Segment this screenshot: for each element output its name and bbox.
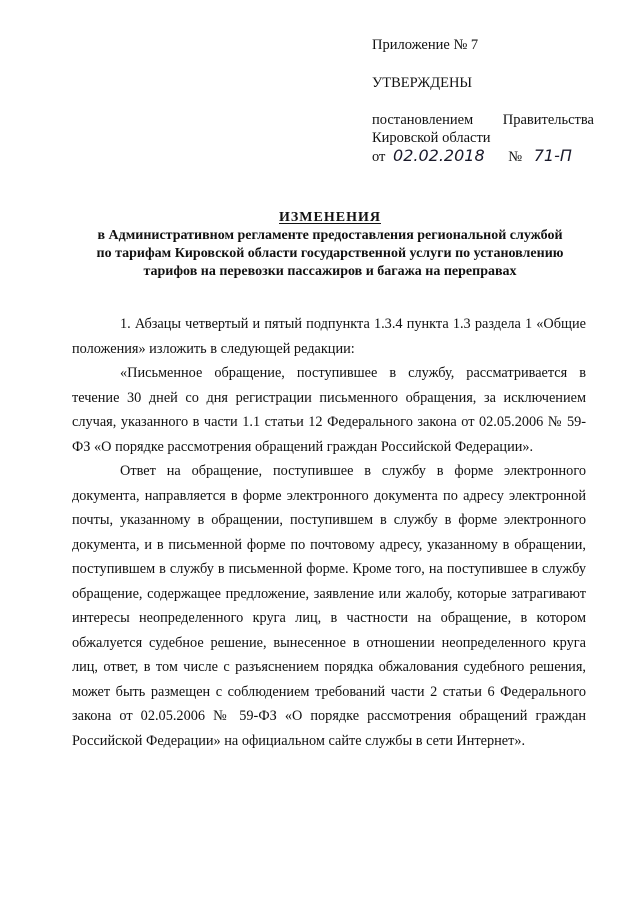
paragraph-2: «Письменное обращение, поступившее в службу, рассматривается в течение 30 дней со дня регистрации письменного обращения, за исключением случая, указанного в части 1.1 статьи 12 Федерального закона от 02.05.2006 № 59-ФЗ «О порядке рассмотрения обращений граждан Российской Федерации». — [72, 365, 586, 455]
approved-label: УТВЕРЖДЕНЫ — [372, 75, 473, 91]
title-line-3: тарифов на перевозки пассажиров и багажа на переправах — [143, 264, 517, 279]
paragraph-3: Ответ на обращение, поступившее в службу в форме электронного документа, направляется в форме электронного документа по адресу электронной почты, указанному в обращении, поступившем в службу в форме электронного документа, и в письменной форме по почтовому адресу, указанному в обращении, поступившем в службу в письменной форме. Кроме того, на поступившее в службу обращение, содержащее предложение, заявление или жалобу, которые затрагивают интересы неопределенного круга лиц, в частности на обращение, в котором обжалуется судебное решение, вынесенное в отношении неопределенного круга лиц, ответ, в том числе с разъяснением порядка обжалования судебного решения, может быть размещен с соблюдением требований части 2 статьи 6 Федерального закона от 02.05.2006 № 59-ФЗ «О порядке рассмотрения обращений граждан Российской Федерации» на официальном сайте службы в сети Интернет». — [72, 463, 586, 749]
paragraph-1: 1. Абзацы четвертый и пятый подпункта 1.3.4 пункта 1.3 раздела 1 «Общие положения» изложить в следующей редакции: — [72, 316, 586, 357]
appendix-label: Приложение № 7 — [372, 37, 479, 53]
document-title — [60, 209, 600, 281]
number-sign: № — [508, 149, 523, 165]
decree-date-line — [372, 147, 572, 166]
region-line: Кировской области — [372, 130, 491, 146]
decree-line: постановлением Правительства — [372, 112, 594, 128]
title-line-1: в Административном регламенте предоставления региональной службой — [97, 228, 563, 243]
handwritten-number: 71-П — [533, 146, 572, 165]
handwritten-date: 02.02.2018 — [393, 146, 485, 165]
date-prefix: от — [372, 149, 386, 165]
title-heading: ИЗМЕНЕНИЯ — [279, 210, 381, 225]
title-line-2: по тарифам Кировской области государственной услуги по установлению — [96, 246, 564, 261]
document-body — [72, 312, 586, 753]
